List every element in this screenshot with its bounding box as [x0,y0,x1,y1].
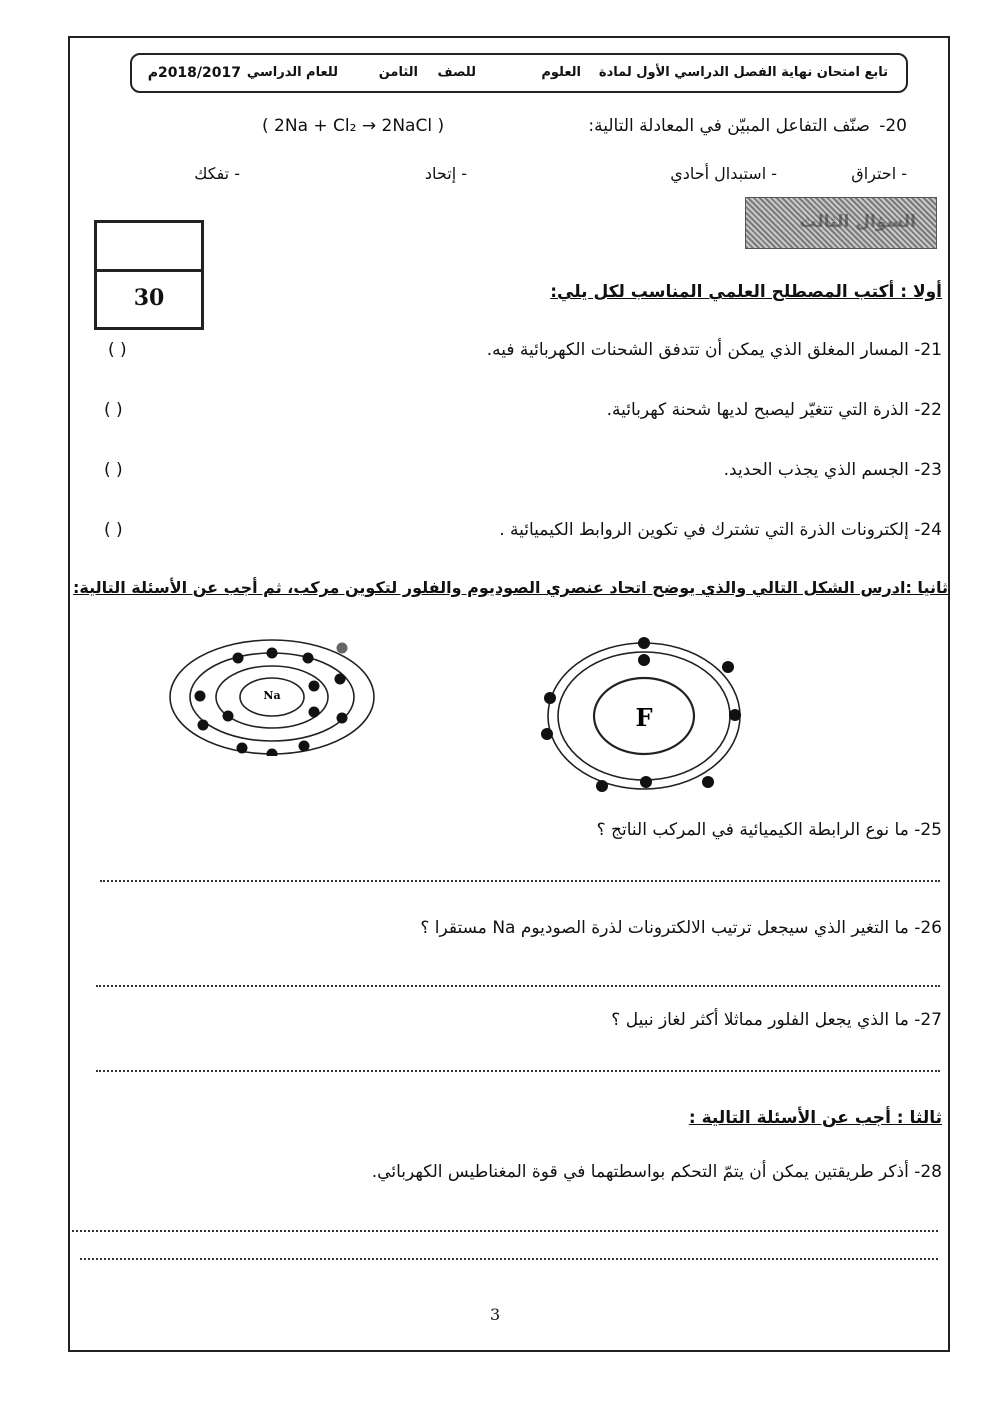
section-title: السؤال الثالث [799,212,916,232]
q20-text: صنّف التفاعل المبيّن في المعادلة التالية: [588,116,870,136]
fluorine-atom-diagram [538,636,754,796]
q20-option-3: - إتحاد [424,164,467,183]
score-max: 30 [133,285,165,311]
q20-option-1: - احتراق [851,164,907,183]
header-year-label: للعام الدراسي [246,65,338,80]
part3-title: ثالثا : أجب عن الأسئلة التالية : [688,1108,942,1128]
page-number: 3 [490,1305,501,1324]
score-divider [97,269,201,272]
header-grade-label: للصف [437,65,476,80]
na-symbol: Na [263,689,281,702]
part1-title: أولا : أكتب المصطلح العلمي المناسب لكل يلي: [550,282,942,302]
q21-text: 21- المسار المغلق الذي يمكن أن تتدفق الشحنات الكهربائية فيه. [486,340,942,360]
f-symbol: F [635,703,653,732]
header-subject: العلوم [541,65,581,80]
q20-option-2: - استبدال أحادي [670,164,777,183]
q21-answer-blank[interactable]: ( ) [108,340,127,360]
sodium-atom-diagram [168,636,378,756]
q20-equation: ( 2Na + Cl₂ → 2NaCl ) [262,116,445,136]
q25-answer-line[interactable] [100,880,940,882]
q25-text: 25- ما نوع الرابطة الكيميائية في المركب الناتج ؟ [596,820,942,840]
q26-text: 26- ما التغير الذي سيجعل ترتيب الالكترونات لذرة الصوديوم Na مستقرا ؟ [420,918,942,938]
q28-text: 28- أذكر طريقتين يمكن أن يتمّ التحكم بواسطتهما في قوة المغناطيس الكهربائي. [371,1162,942,1182]
exam-header [130,53,908,93]
q28-answer-line-1[interactable] [72,1230,938,1232]
q23-text: 23- الجسم الذي يجذب الحديد. [723,460,942,480]
section-title-box [745,197,937,249]
part2-title: ثانيا :ادرس الشكل التالي والذي يوضح اتحاد عنصري الصوديوم والفلور لتكوين مركب، ثم أجب عن الأسئلة التالية: [73,578,948,597]
q24-text: 24- إلكترونات الذرة التي تشترك في تكوين الروابط الكيميائية . [499,520,942,540]
q24-answer-blank[interactable]: ( ) [104,520,123,540]
q22-answer-blank[interactable]: ( ) [104,400,123,420]
q20-number: 20- [879,116,907,136]
q27-answer-line[interactable] [96,1070,940,1072]
q22-text: 22- الذرة التي تتغيّر ليصبح لديها شحنة كهربائية. [606,400,942,420]
header-title: تابع امتحان نهاية الفصل الدراسي الأول لمادة [598,65,888,80]
header-year: 2018/2017م [147,65,241,81]
q20-option-4: - تفكك [194,164,240,183]
q28-answer-line-2[interactable] [80,1258,938,1260]
q26-answer-line[interactable] [96,985,940,987]
header-grade: الثامن [378,65,418,80]
q27-text: 27- ما الذي يجعل الفلور مماثلا أكثر لغاز نبيل ؟ [611,1010,942,1030]
score-box [94,220,204,330]
q23-answer-blank[interactable]: ( ) [104,460,123,480]
